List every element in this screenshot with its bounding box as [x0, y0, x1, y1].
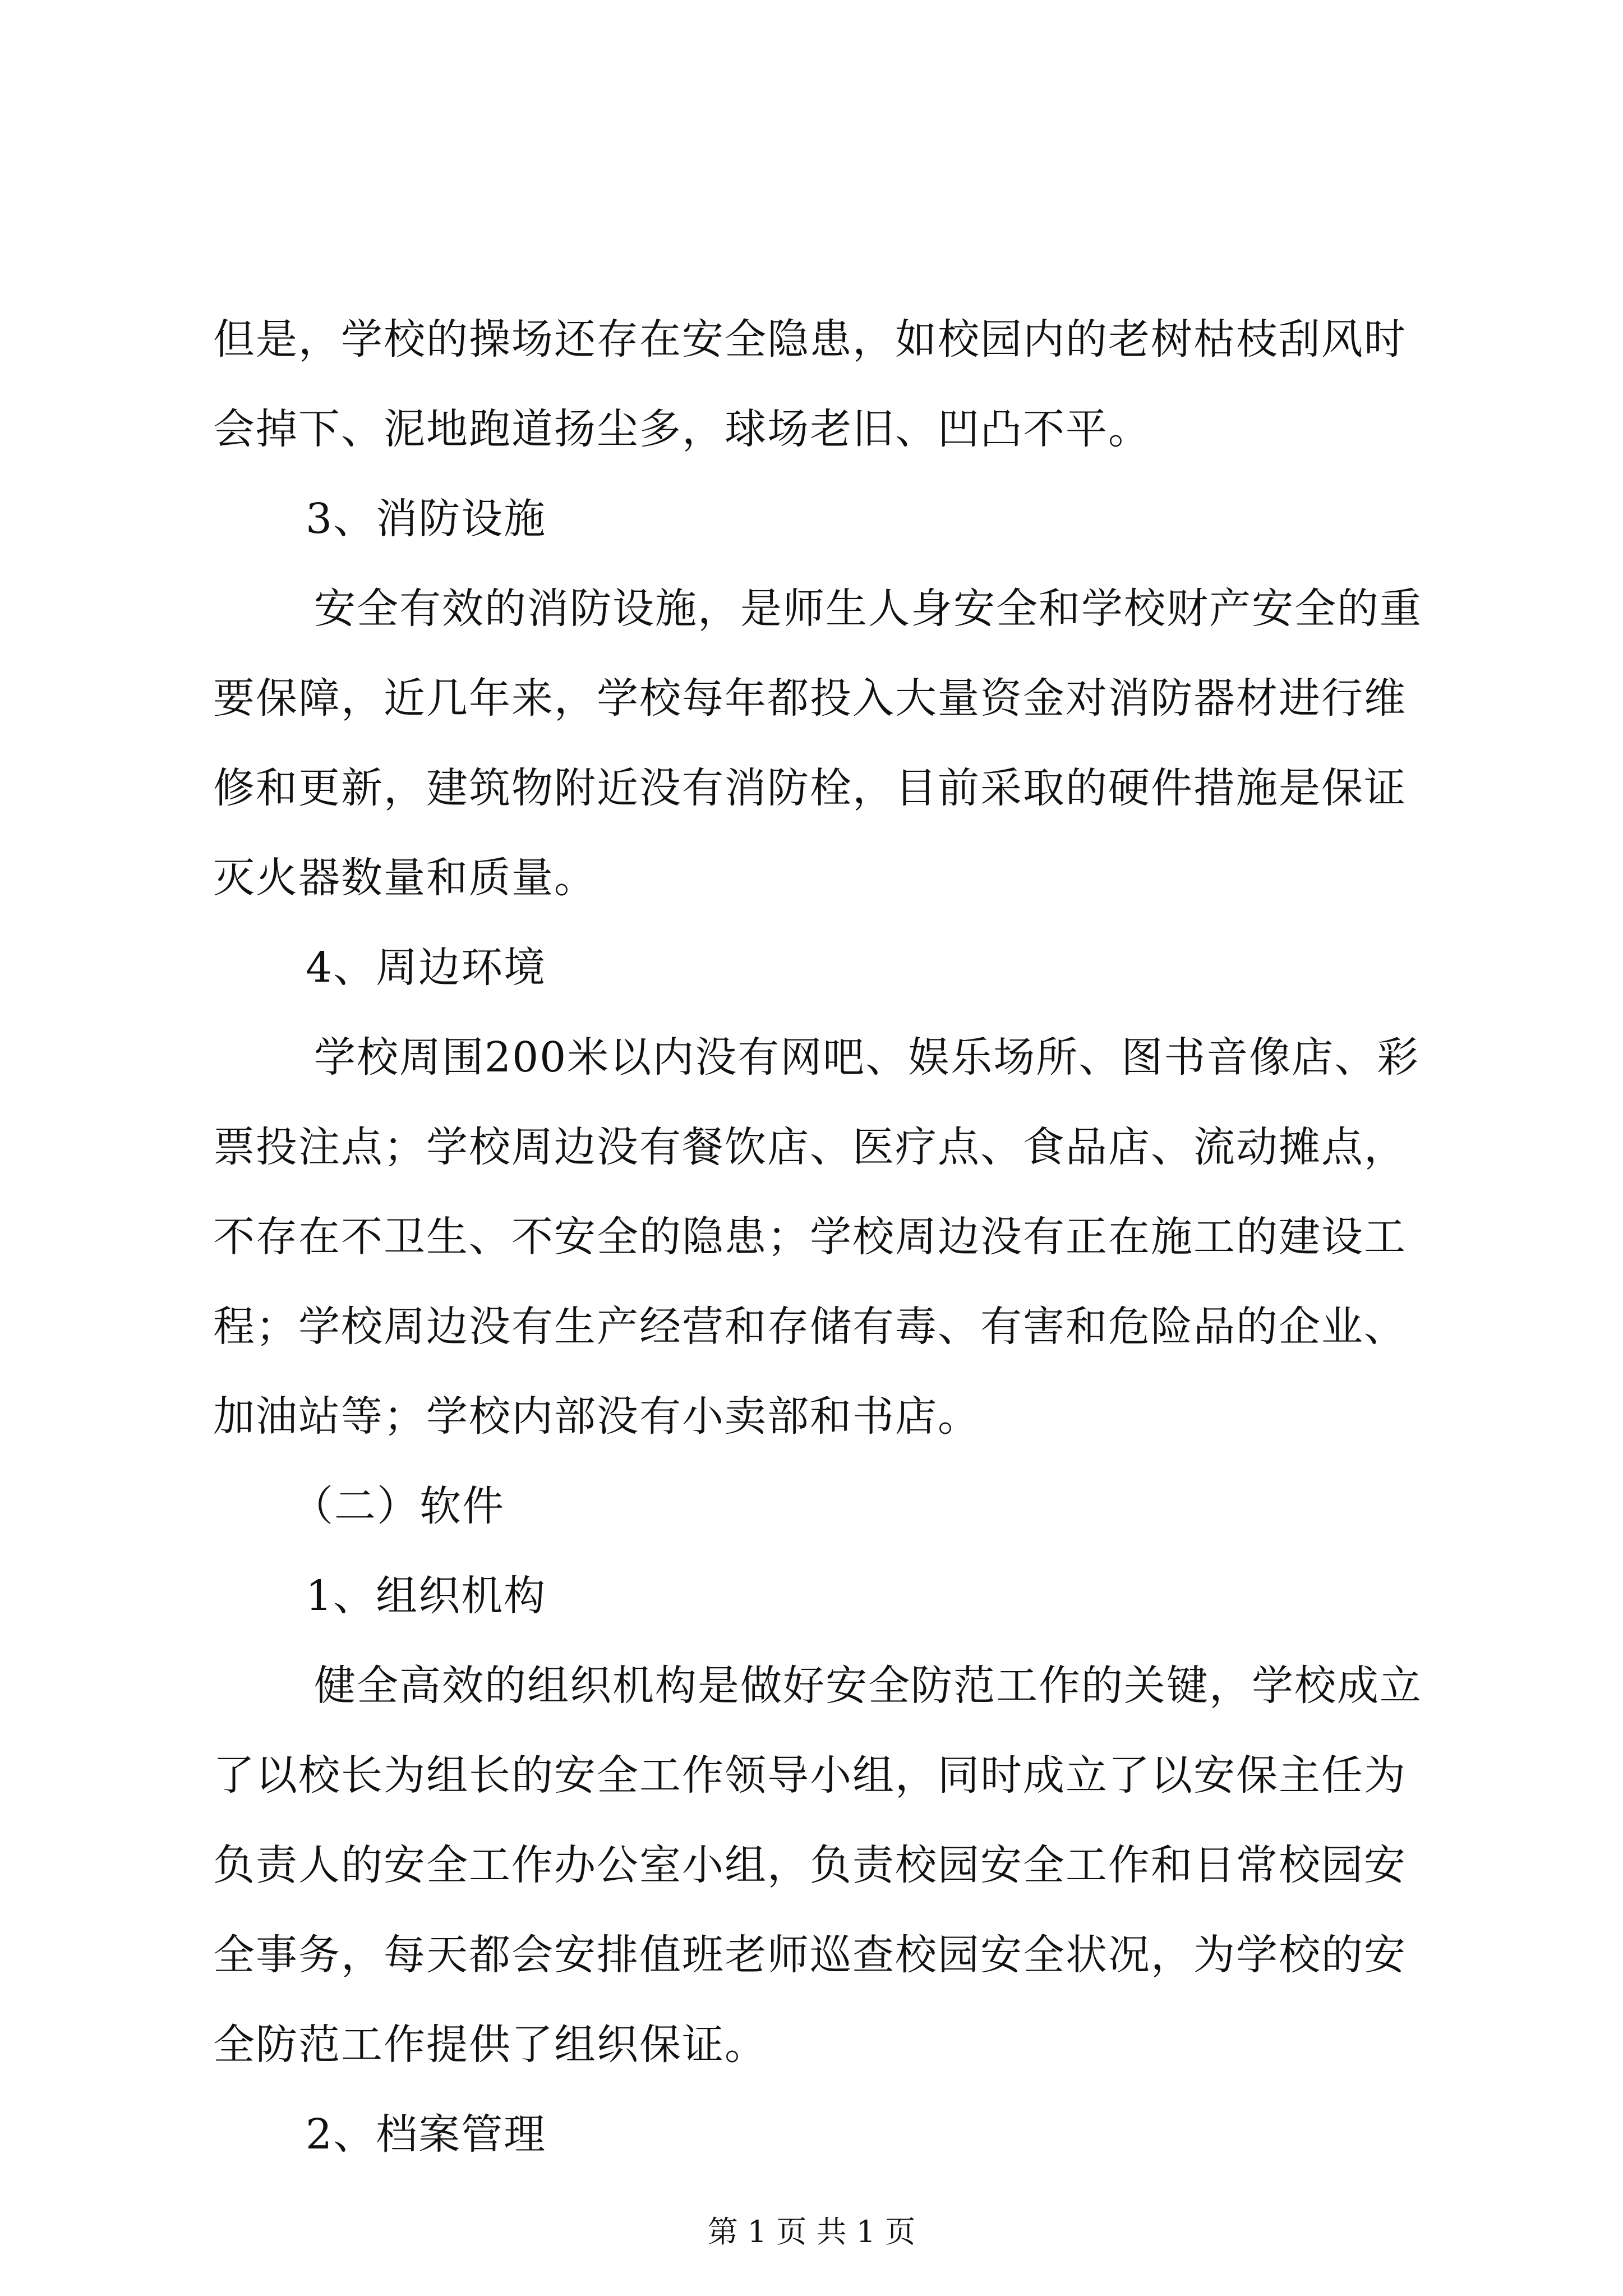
paragraph-line: 全防范工作提供了组织保证。 — [213, 2021, 767, 2069]
paragraph-line: 健全高效的组织机构是做好安全防范工作的关键，学校成立 — [314, 1662, 1422, 1710]
paragraph-line: 不存在不卫生、不安全的隐患；学校周边没有正在施工的建设工 — [213, 1213, 1407, 1261]
paragraph-line: 程；学校周边没有生产经营和存储有毒、有害和危险品的企业、 — [213, 1303, 1407, 1351]
paragraph-line: 负责人的安全工作办公室小组，负责校园安全工作和日常校园安 — [213, 1841, 1407, 1889]
paragraph-line: 会掉下、泥地跑道扬尘多，球场老旧、凹凸不平。 — [213, 405, 1151, 453]
paragraph-line: 学校周围200米以内没有网吧、娱乐场所、图书音像店、彩 — [314, 1033, 1420, 1082]
paragraph-line: 但是，学校的操场还存在安全隐患，如校园内的老树枯枝刮风时 — [213, 315, 1407, 364]
section-heading: 1、组织机构 — [306, 1572, 547, 1620]
page-footer: 第 1 页 共 1 页 — [707, 2214, 916, 2249]
paragraph-line: 要保障，近几年来，学校每年都投入大量资金对消防器材进行维 — [213, 674, 1407, 723]
paragraph-line: 灭火器数量和质量。 — [213, 854, 597, 902]
section-heading: 2、档案管理 — [306, 2110, 547, 2159]
section-heading: 3、消防设施 — [306, 495, 547, 543]
section-heading: （二）软件 — [292, 1482, 505, 1530]
paragraph-line: 了以校长为组长的安全工作领导小组，同时成立了以安保主任为 — [213, 1751, 1407, 1800]
paragraph-line: 修和更新，建筑物附近没有消防栓，目前采取的硬件措施是保证 — [213, 764, 1407, 812]
paragraph-line: 全事务，每天都会安排值班老师巡查校园安全状况，为学校的安 — [213, 1931, 1407, 1979]
section-heading: 4、周边环境 — [306, 944, 547, 992]
paragraph-line: 票投注点；学校周边没有餐饮店、医疗点、食品店、流动摊点， — [213, 1123, 1407, 1171]
paragraph-line: 加油站等；学校内部没有小卖部和书店。 — [213, 1392, 980, 1441]
paragraph-line: 安全有效的消防设施，是师生人身安全和学校财产安全的重 — [314, 585, 1422, 633]
